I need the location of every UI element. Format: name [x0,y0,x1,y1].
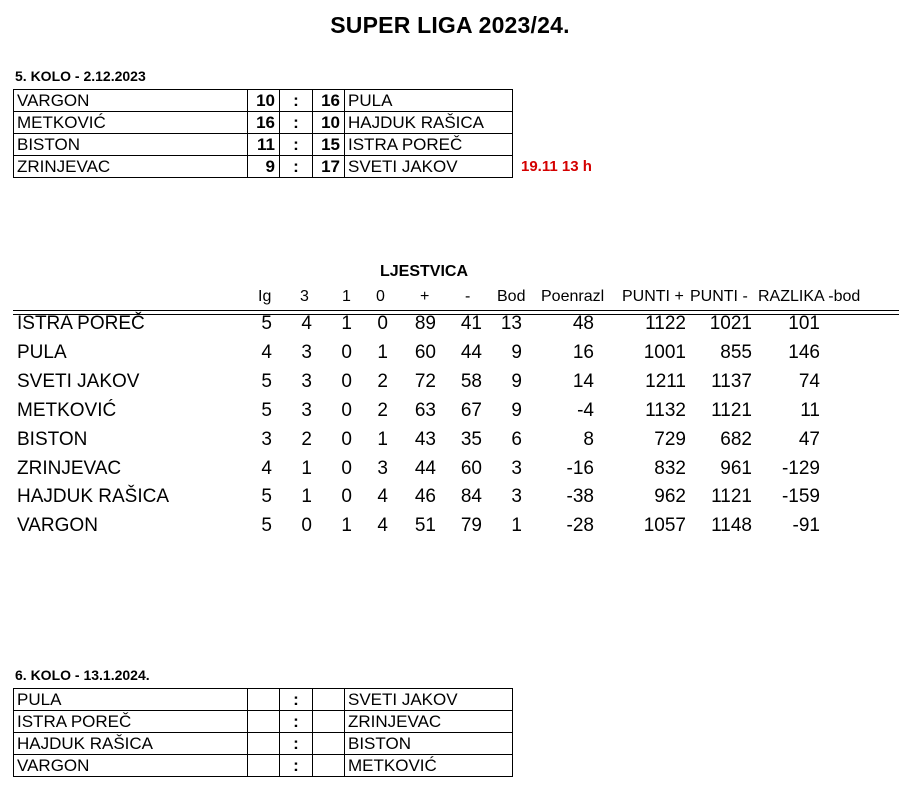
points: 9 [511,370,522,392]
razlika: 146 [788,341,820,363]
team-name: ISTRA POREČ [17,313,145,334]
team-name: SVETI JAKOV [17,370,140,392]
point-difference: 14 [572,370,594,392]
goals-for: 46 [414,486,436,508]
goals-against: 41 [460,313,482,334]
away-team: HAJDUK RAŠICA [345,112,513,134]
draws-one: 1 [341,313,352,334]
point-difference: -28 [566,515,594,537]
match-note [513,112,595,134]
draws-one: 0 [341,457,352,479]
point-difference: -38 [566,486,594,508]
punti-minus: 1121 [711,486,752,508]
losses-zero: 3 [377,457,388,479]
goals-against: 67 [460,399,482,421]
punti-minus: 682 [720,428,752,450]
wins-three: 4 [301,313,312,334]
away-score [313,689,345,711]
match-row [14,90,595,112]
header-bod: Bod [497,288,526,305]
games-played: 5 [261,313,272,334]
losses-zero: 0 [377,313,388,334]
point-difference: -16 [566,457,594,479]
razlika: 101 [788,313,820,334]
round-6-matches-table [13,688,513,777]
draws-one: 1 [341,515,352,537]
goals-for: 51 [414,515,436,537]
away-score [313,755,345,777]
goals-for: 44 [414,457,436,479]
razlika: 47 [798,428,820,450]
draws-one: 0 [341,486,352,508]
home-team: METKOVIĆ [14,112,248,134]
header-ig: Ig [258,288,272,305]
standings-row [0,458,900,486]
away-score: 10 [313,112,345,134]
home-team: HAJDUK RAŠICA [14,733,248,755]
header-zero: 0 [376,288,385,305]
header-punti-minus: PUNTI - [690,288,748,305]
home-team: VARGON [14,755,248,777]
score-separator: : [280,711,313,733]
match-note: 19.11 13 h [521,158,592,175]
point-difference: 8 [583,428,594,450]
standings-row [0,515,900,543]
razlika: 74 [798,370,820,392]
away-score [313,711,345,733]
losses-zero: 2 [377,370,388,392]
team-name: HAJDUK RAŠICA [17,486,170,508]
punti-minus: 1137 [711,370,752,392]
goals-against: 60 [460,457,482,479]
home-team: ISTRA POREČ [14,711,248,733]
home-team: VARGON [14,90,248,112]
home-score [248,689,280,711]
goals-for: 89 [414,313,436,334]
score-separator: : [280,689,313,711]
razlika: 11 [800,399,820,421]
away-score: 16 [313,90,345,112]
away-team: ISTRA POREČ [345,134,513,156]
games-played: 5 [261,399,272,421]
draws-one: 0 [341,370,352,392]
home-team: BISTON [14,134,248,156]
home-score [248,755,280,777]
header-one: 1 [342,288,351,305]
games-played: 5 [261,486,272,508]
losses-zero: 4 [377,486,388,508]
home-team: PULA [14,689,248,711]
goals-for: 72 [414,370,436,392]
goals-against: 79 [460,515,482,537]
page-title: SUPER LIGA 2023/24. [330,12,570,38]
punti-minus: 1021 [709,313,752,334]
razlika: -91 [792,515,820,537]
match-row [14,711,513,733]
punti-plus: 729 [654,428,686,450]
goals-against: 35 [460,428,482,450]
round-5-matches-table [13,89,595,178]
losses-zero: 4 [377,515,388,537]
points: 1 [511,515,522,537]
away-score: 17 [313,156,345,178]
wins-three: 2 [301,428,312,450]
away-score: 15 [313,134,345,156]
score-separator: : [280,134,313,156]
away-team: ZRINJEVAC [345,711,513,733]
razlika: -129 [781,457,820,479]
draws-one: 0 [341,399,352,421]
wins-three: 3 [301,399,312,421]
home-score: 9 [248,156,280,178]
team-name: PULA [17,341,67,363]
points: 9 [511,341,522,363]
goals-for: 43 [414,428,436,450]
score-separator: : [280,733,313,755]
games-played: 3 [261,428,272,450]
wins-three: 1 [301,457,312,479]
score-separator: : [280,156,313,178]
standings-row [0,313,900,341]
point-difference: 48 [572,313,594,334]
standings-title: LJESTVICA [380,263,469,280]
match-row [14,755,513,777]
goals-for: 63 [414,399,436,421]
points: 9 [511,399,522,421]
goals-against: 44 [460,341,482,363]
draws-one: 0 [341,341,352,363]
match-row [14,112,595,134]
points: 3 [511,457,522,479]
match-row [14,134,595,156]
away-team: SVETI JAKOV [345,156,513,178]
home-score [248,711,280,733]
home-score: 10 [248,90,280,112]
games-played: 4 [261,457,272,479]
punti-plus: 1211 [645,370,686,392]
wins-three: 3 [301,370,312,392]
standings-row [0,342,900,370]
games-played: 5 [261,515,272,537]
wins-three: 1 [301,486,312,508]
team-name: BISTON [17,428,88,450]
point-difference: 16 [572,341,594,363]
punti-plus: 832 [654,457,686,479]
header-plus: + [420,288,430,305]
punti-minus: 1121 [711,399,752,421]
match-note [513,90,595,112]
away-team: PULA [345,90,513,112]
match-row [14,733,513,755]
goals-against: 84 [460,486,482,508]
score-separator: : [280,755,313,777]
match-note [513,134,595,156]
point-difference: -4 [577,399,594,421]
home-score: 16 [248,112,280,134]
header-poenrazl: Poenrazl [541,288,605,305]
away-team: BISTON [345,733,513,755]
razlika: -159 [781,486,820,508]
away-team: METKOVIĆ [345,755,513,777]
header-rule-top [13,310,899,311]
losses-zero: 1 [377,428,388,450]
punti-plus: 1122 [645,313,686,334]
score-separator: : [280,90,313,112]
home-team: ZRINJEVAC [14,156,248,178]
wins-three: 0 [301,515,312,537]
home-score [248,733,280,755]
punti-plus: 1001 [643,341,686,363]
header-razlika: RAZLIKA -bod [758,288,861,305]
away-score [313,733,345,755]
away-team: SVETI JAKOV [345,689,513,711]
punti-plus: 1057 [643,515,686,537]
goals-against: 58 [460,370,482,392]
punti-plus: 962 [654,486,686,508]
header-punti-plus: PUNTI + [622,288,684,305]
games-played: 5 [261,370,272,392]
losses-zero: 1 [377,341,388,363]
header-three: 3 [300,288,309,305]
punti-plus: 1132 [645,399,686,421]
points: 6 [511,428,522,450]
team-name: VARGON [17,515,98,537]
round-5-heading: 5. KOLO - 2.12.2023 [15,68,146,84]
standings-row [0,400,900,428]
points: 3 [511,486,522,508]
team-name: ZRINJEVAC [17,457,122,479]
match-row [14,689,513,711]
draws-one: 0 [341,428,352,450]
wins-three: 3 [301,341,312,363]
losses-zero: 2 [377,399,388,421]
goals-for: 60 [414,341,436,363]
punti-minus: 961 [720,457,752,479]
standings-row [0,486,900,514]
punti-minus: 1148 [711,515,752,537]
standings-row [0,429,900,457]
round-6-heading: 6. KOLO - 13.1.2024. [15,667,150,683]
team-name: METKOVIĆ [17,399,117,421]
score-separator: : [280,112,313,134]
standings-row [0,371,900,399]
punti-minus: 855 [720,341,752,363]
games-played: 4 [261,341,272,363]
match-row [14,156,595,178]
points: 13 [500,313,522,334]
header-minus: - [465,288,471,305]
home-score: 11 [248,134,280,156]
